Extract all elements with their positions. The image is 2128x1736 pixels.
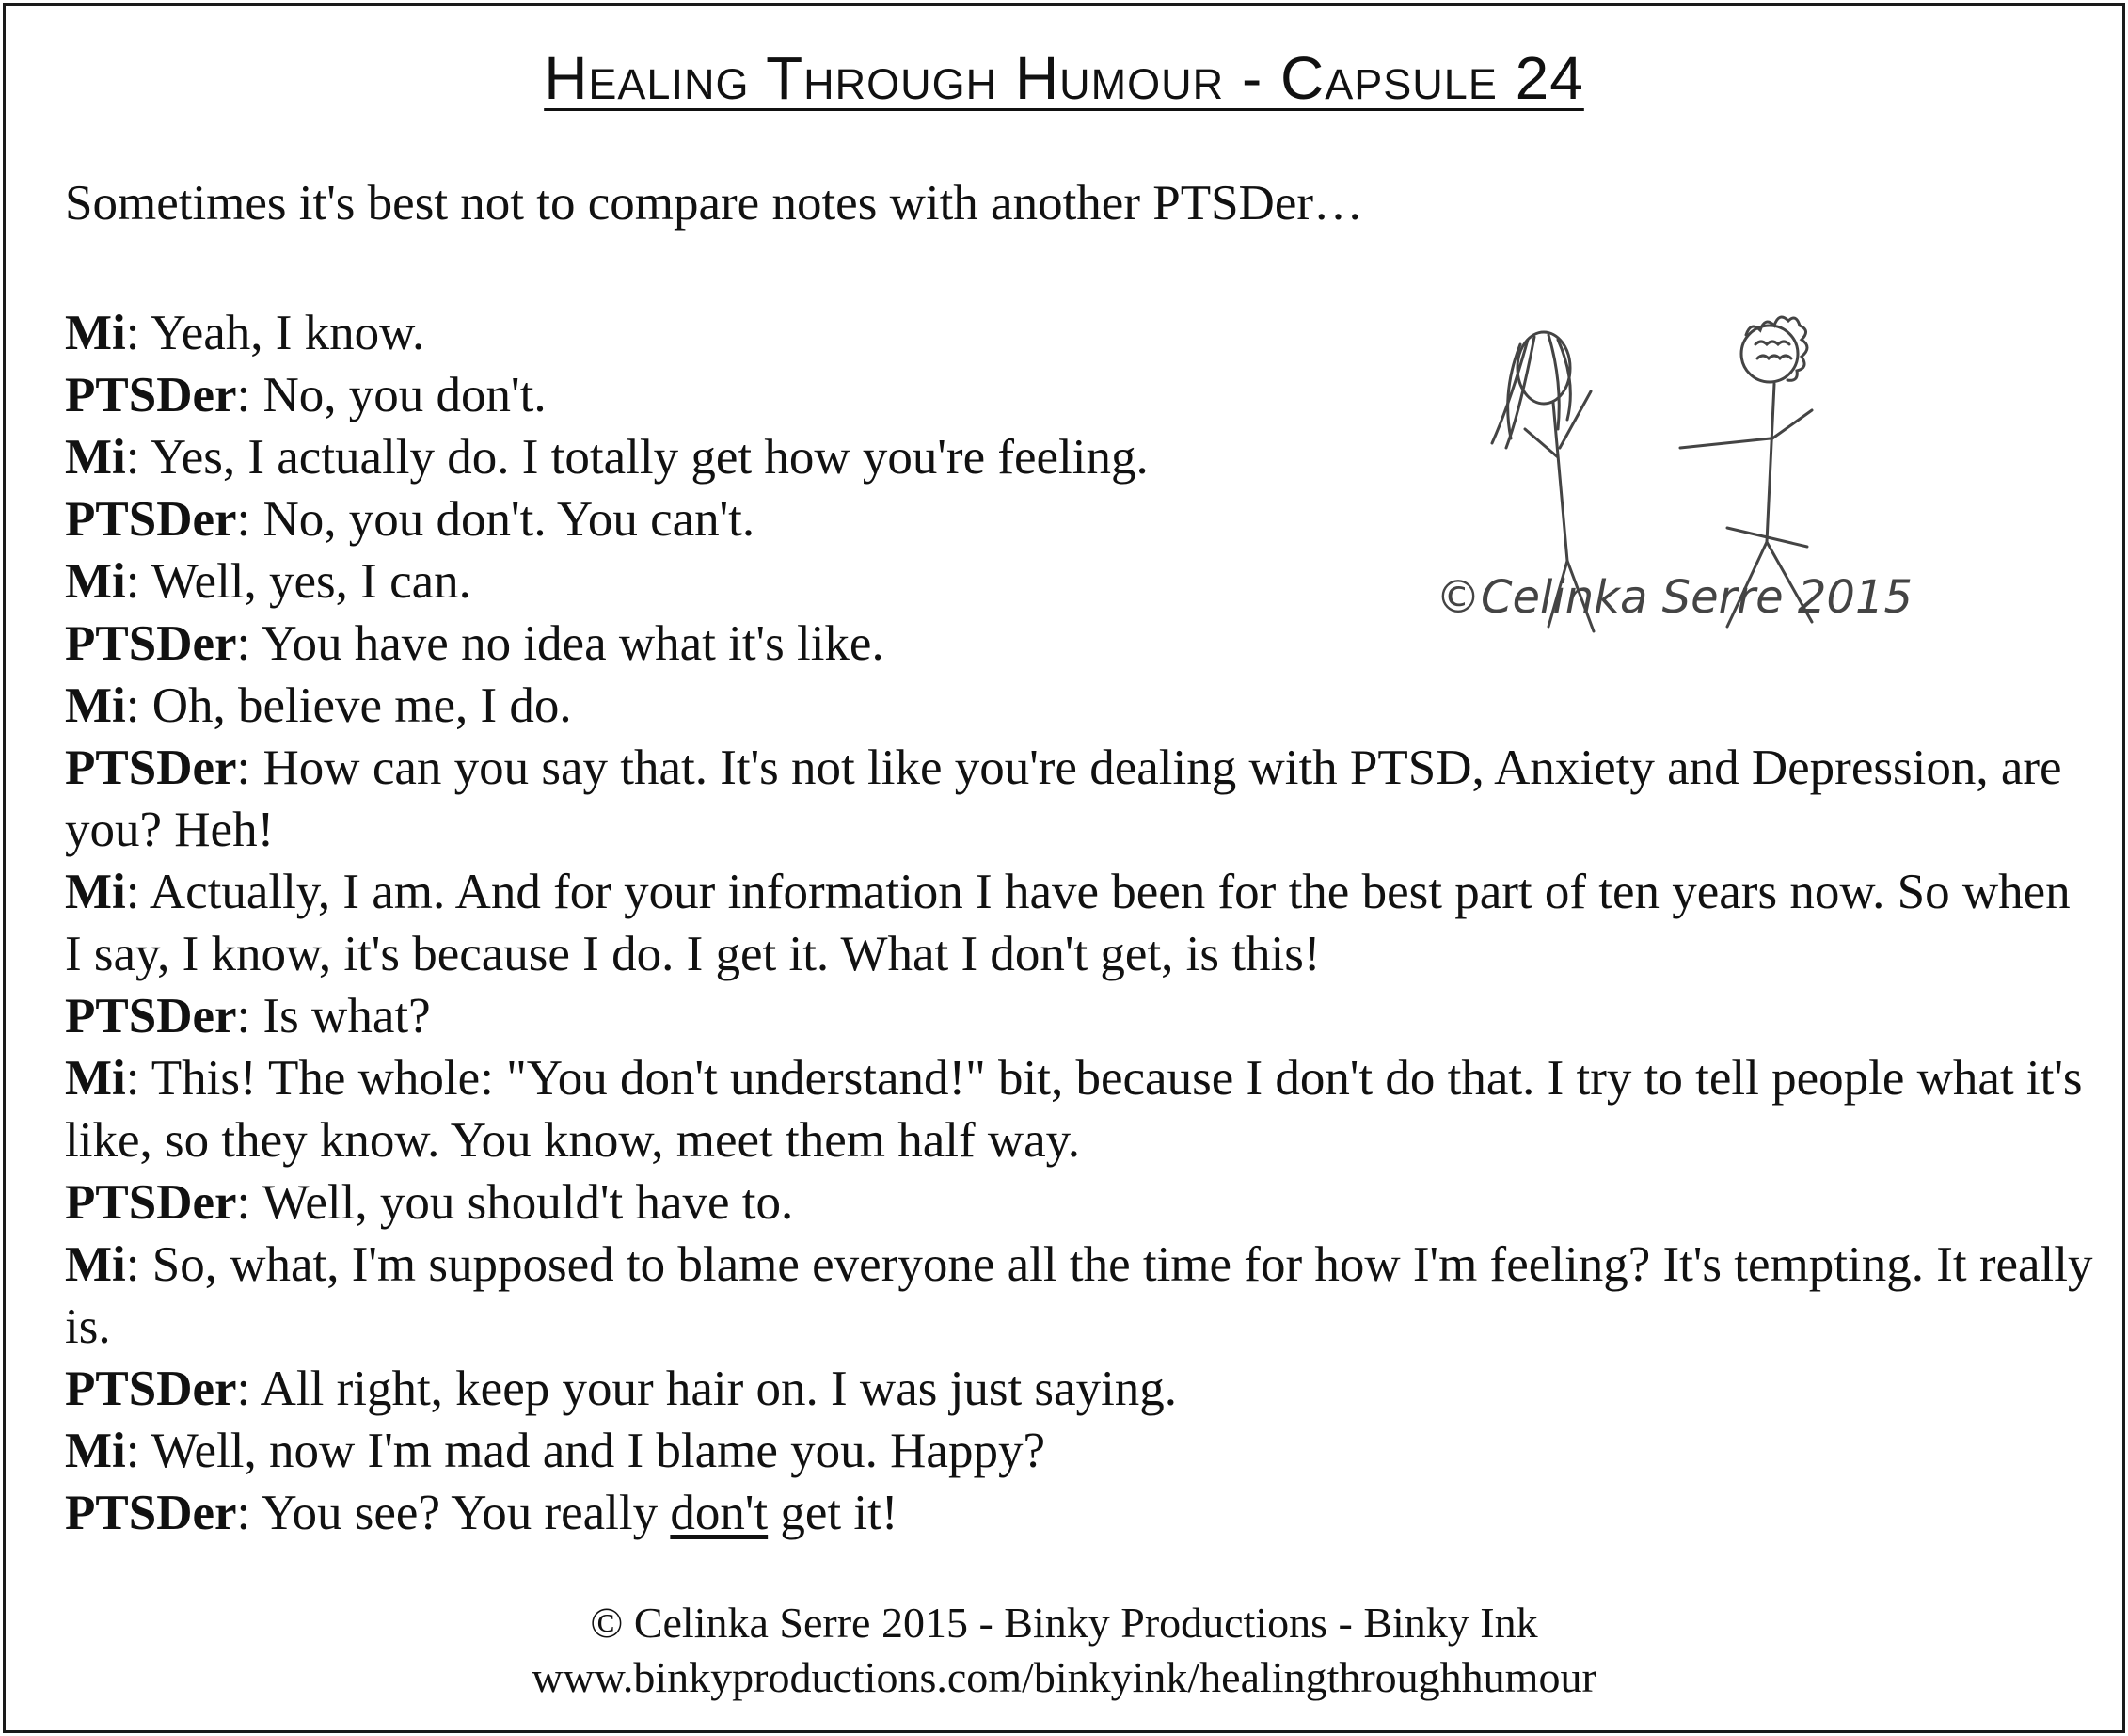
speaker-name: PTSDer bbox=[65, 616, 237, 671]
speaker-name: Mi bbox=[65, 306, 126, 360]
speaker-name: PTSDer bbox=[65, 741, 237, 795]
speaker-name: Mi bbox=[65, 430, 126, 485]
speaker-name: Mi bbox=[65, 554, 126, 609]
page-title: Healing Through Humour - Capsule 24 bbox=[544, 44, 1584, 112]
dialogue-line: PTSDer: You see? You really don't get it! bbox=[65, 1486, 898, 1540]
line-text: You have no idea what it's like. bbox=[261, 616, 884, 671]
speaker-name: PTSDer bbox=[65, 1486, 237, 1540]
speaker-name: Mi bbox=[65, 1051, 126, 1106]
line-text: Yes, I actually do. I totally get how you're feeling. bbox=[150, 430, 1149, 485]
dialogue-line: PTSDer: You have no idea what it's like. bbox=[65, 616, 884, 671]
speaker-name: PTSDer bbox=[65, 368, 237, 422]
speaker-name: Mi bbox=[65, 865, 126, 919]
dialogue-line: Mi: Well, yes, I can. bbox=[65, 554, 471, 609]
speaker-name: PTSDer bbox=[65, 492, 237, 547]
speaker-name: Mi bbox=[65, 1424, 126, 1478]
line-text: Is what? bbox=[262, 989, 431, 1043]
line-text: Actually, I am. And for your information I have been for the best part of ten years now. So when I say, I know, it's because I do. I get it. What I don't get, is this! bbox=[65, 865, 2071, 981]
dialogue-line: Mi: Actually, I am. And for your information I have been for the best part of ten years now. So when I say, I know, it's because I do. I get it. What I don't get, is this! bbox=[65, 865, 2071, 981]
line-text: How can you say that. It's not like you're dealing with PTSD, Anxiety and Depression, are you? Heh! bbox=[65, 741, 2062, 857]
website-url: www.binkyproductions.com/binkyink/healingthroughhumour bbox=[532, 1653, 1596, 1701]
emphasized-word: don't bbox=[670, 1486, 769, 1540]
speaker-name: PTSDer bbox=[65, 1362, 237, 1416]
dialogue-line: PTSDer: No, you don't. bbox=[65, 368, 547, 422]
line-text: This! The whole: "You don't understand!" bit, because I don't do that. I try to tell people what it's like, so they know. You know, meet them half way. bbox=[65, 1051, 2083, 1168]
dialogue-line: PTSDer: No, you don't. You can't. bbox=[65, 492, 755, 547]
speaker-name: Mi bbox=[65, 1237, 126, 1292]
intro-text: Sometimes it's best not to compare notes with another PTSDer… bbox=[65, 176, 1363, 231]
line-text: All right, keep your hair on. I was just saying. bbox=[260, 1362, 1178, 1416]
dialogue-line: Mi: So, what, I'm supposed to blame everyone all the time for how I'm feeling? It's tempting. It really is. bbox=[65, 1237, 2093, 1354]
dialogue-line: Mi: Well, now I'm mad and I blame you. Happy? bbox=[65, 1424, 1045, 1478]
drawing-signature: ©Celinka Serre 2015 bbox=[1436, 571, 1914, 624]
line-text: get it! bbox=[768, 1486, 898, 1540]
line-text: Yeah, I know. bbox=[150, 306, 425, 360]
line-text: So, what, I'm supposed to blame everyone all the time for how I'm feeling? It's tempting. It really is. bbox=[65, 1237, 2093, 1354]
speaker-name: Mi bbox=[65, 678, 126, 733]
dialogue-line: Mi: Yes, I actually do. I totally get how you're feeling. bbox=[65, 430, 1149, 485]
dialogue-line: PTSDer: Is what? bbox=[65, 989, 431, 1043]
dialogue-line: PTSDer: Well, you should't have to. bbox=[65, 1175, 794, 1230]
dialogue-line: PTSDer: How can you say that. It's not like you're dealing with PTSD, Anxiety and Depression, are you? Heh! bbox=[65, 741, 2062, 857]
line-text: No, you don't. bbox=[262, 368, 547, 422]
dialogue bbox=[65, 302, 2097, 1544]
footer bbox=[6, 1596, 2122, 1705]
dialogue-line: Mi: Yeah, I know. bbox=[65, 306, 425, 360]
dialogue-line: PTSDer: All right, keep your hair on. I was just saying. bbox=[65, 1362, 1178, 1416]
line-text: Well, yes, I can. bbox=[151, 554, 471, 609]
line-text: Oh, believe me, I do. bbox=[151, 678, 572, 733]
speaker-name: PTSDer bbox=[65, 1175, 237, 1230]
dialogue-line: Mi: This! The whole: "You don't understand!" bit, because I don't do that. I try to tell people what it's like, so they know. You know, meet them half way. bbox=[65, 1051, 2083, 1168]
comic-frame bbox=[3, 3, 2125, 1733]
line-text: Well, now I'm mad and I blame you. Happy? bbox=[151, 1424, 1045, 1478]
copyright-text: © Celinka Serre 2015 - Binky Productions - Binky Ink bbox=[590, 1599, 1538, 1647]
speaker-name: PTSDer bbox=[65, 989, 237, 1043]
line-text: No, you don't. You can't. bbox=[262, 492, 755, 547]
line-text: Well, you should't have to. bbox=[262, 1175, 794, 1230]
dialogue-line: Mi: Oh, believe me, I do. bbox=[65, 678, 572, 733]
line-text: You see? You really bbox=[261, 1486, 671, 1540]
